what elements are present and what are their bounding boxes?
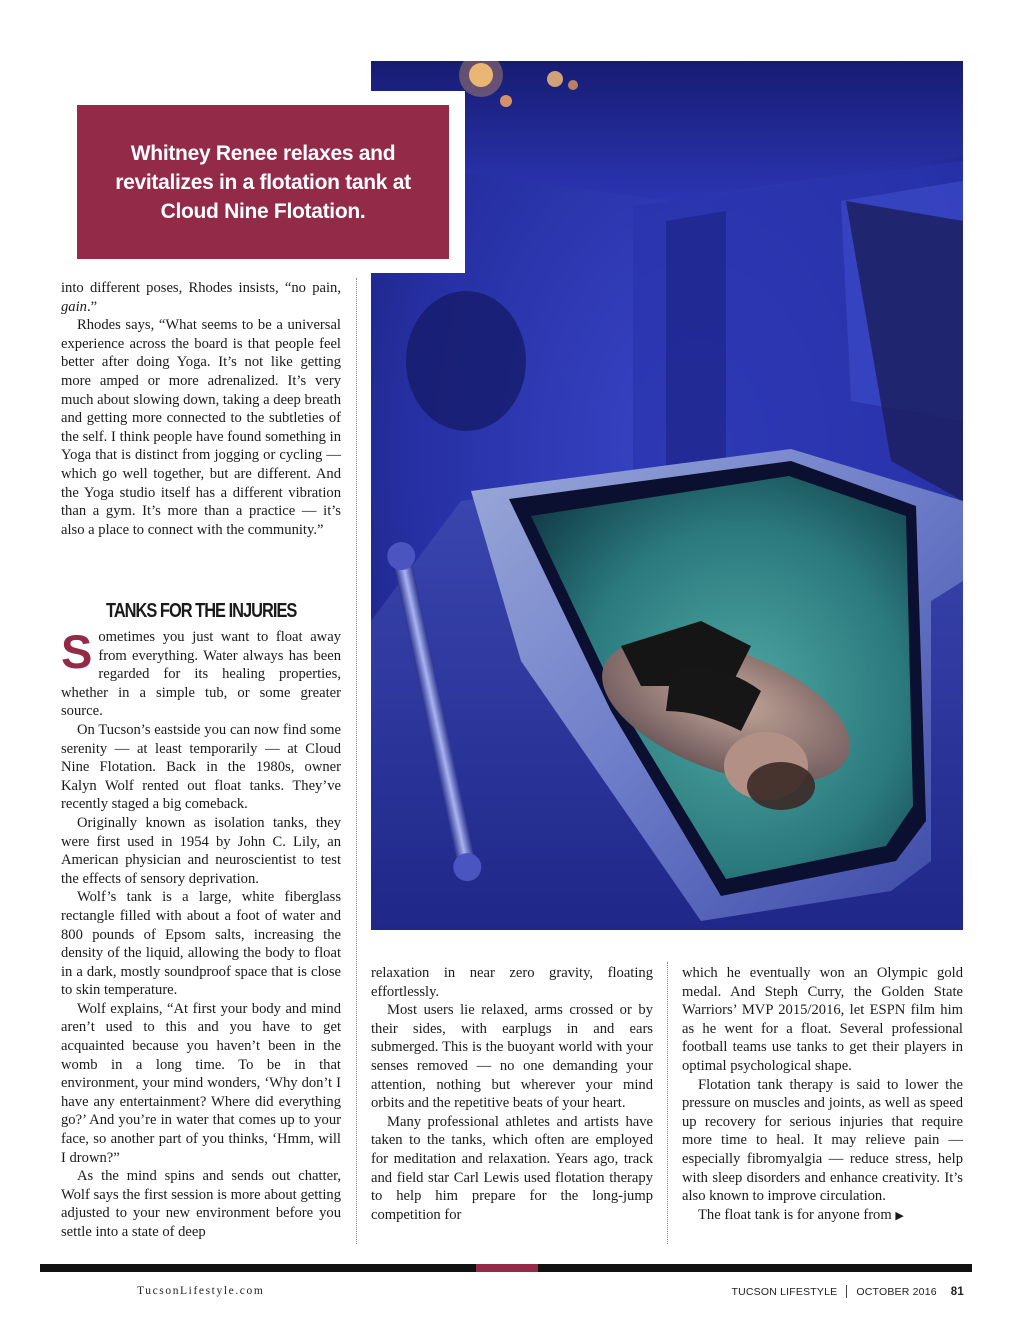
footer-magazine-name: TUCSON LIFESTYLE [731, 1285, 838, 1298]
photo-caption-box [77, 105, 449, 259]
footer-separator [846, 1285, 847, 1298]
paragraph: As the mind spins and sends out chatter, Wolf says the first session is more about getting adjusted to your new environment before you settle into a state of deep [61, 1168, 341, 1240]
paragraph: Flotation tank therapy is said to lower the pressure on muscles and joints, as well as speed up recovery for serious injuries that require more time to heal. It may relieve pain — especially fibromyalgia — reduce stress, help with sleep disorders and enhance creativity. It’s also known to improve circulation. [682, 1076, 963, 1205]
paragraph: relaxation in near zero gravity, floating effortlessly. [371, 965, 653, 1000]
paragraph: Rhodes says, “What seems to be a universal experience across the board is that people feel better after doing Yoga. It’s not like getting more amped or more adrenalized. It’s very much about slowing down, taking a deep breath and getting more connected to the subtleties of the self. I think people have found something in Yoga that is distinct from jogging or cycling — which go well together, but are different. And the Yoga studio itself has a different vibration than a gym. It’s more than a practice — it’s also a place to connect with the community.” [61, 317, 341, 538]
drop-cap: S [61, 625, 93, 678]
paragraph: which he eventually won an Olympic gold medal. And Steph Curry, the Golden State Warriors’ MVP 2015/2016, let ESPN film him as he went for a float. Several professional football teams use tanks to get their players in optimal psychological shape. [682, 965, 963, 1074]
footer-website: TucsonLifestyle.com [137, 1285, 265, 1297]
paragraph: Sometimes you just want to float away from everything. Water always has been regarded for its healing properties, whether in a simple tub, or some greater source. [61, 625, 341, 720]
article-column-2 [371, 964, 653, 1224]
footer-issue: OCTOBER 2016 [856, 1285, 937, 1298]
page-number: 81 [950, 1285, 964, 1298]
paragraph: into different poses, Rhodes insists, “no pain, gain.” [61, 280, 341, 315]
footer-folio [731, 1285, 964, 1298]
paragraph: The float tank is for anyone from ▶ [698, 1206, 904, 1223]
continue-arrow-icon: ▶ [895, 1209, 904, 1222]
column-divider [667, 962, 668, 1244]
paragraph: On Tucson’s eastside you can now find some serenity — at least temporarily — at Cloud Nine Flotation. Back in the 1980s, owner Kalyn Wolf rented out float tanks. They’ve recently staged a big comeback. [61, 721, 341, 813]
article-column-1-top [61, 279, 341, 539]
paragraph: Most users lie relaxed, arms crossed or by their sides, with earplugs in and ears submerged. This is the buoyant world with your senses removed — no one demanding your attention, nothing but wherever your mind orbits and the repetitive beats of your heart. [371, 1002, 653, 1112]
section-subhead: TANKS FOR THE INJURIES [106, 600, 297, 622]
paragraph: Wolf explains, “At first your body and mind aren’t used to this and you have to get acquainted because you haven’t been in the womb in a long time. To be in that environment, your mind wonders, ‘Why don’t I have any entertainment? Where did everything go?’ And you’re in water that comes up to your face, so another part of you thinks, ‘Hmm, will I drown?” [61, 1000, 341, 1166]
footer-accent-bar [476, 1264, 538, 1272]
column-divider [356, 278, 357, 1244]
article-column-1-bottom [61, 625, 341, 1242]
photo-caption: Whitney Renee relaxes and revitalizes in a flotation tank at Cloud Nine Flotation. [115, 141, 411, 223]
paragraph: Wolf’s tank is a large, white fiberglass rectangle filled with about a foot of water and 800 pounds of Epsom salts, increasing the density of the liquid, allowing the body to float in a dark, mostly soundproof space that is close to skin temperature. [61, 889, 341, 999]
paragraph: Many professional athletes and artists have taken to the tanks, which often are employed for meditation and relaxation. Years ago, track and field star Carl Lewis used flotation therapy to help him prepare for the long-jump competition for [371, 1113, 653, 1223]
paragraph: Originally known as isolation tanks, they were first used in 1954 by John C. Lily, an American physician and neuroscientist to test the effects of sensory deprivation. [61, 814, 341, 887]
article-column-3 [682, 964, 963, 1225]
